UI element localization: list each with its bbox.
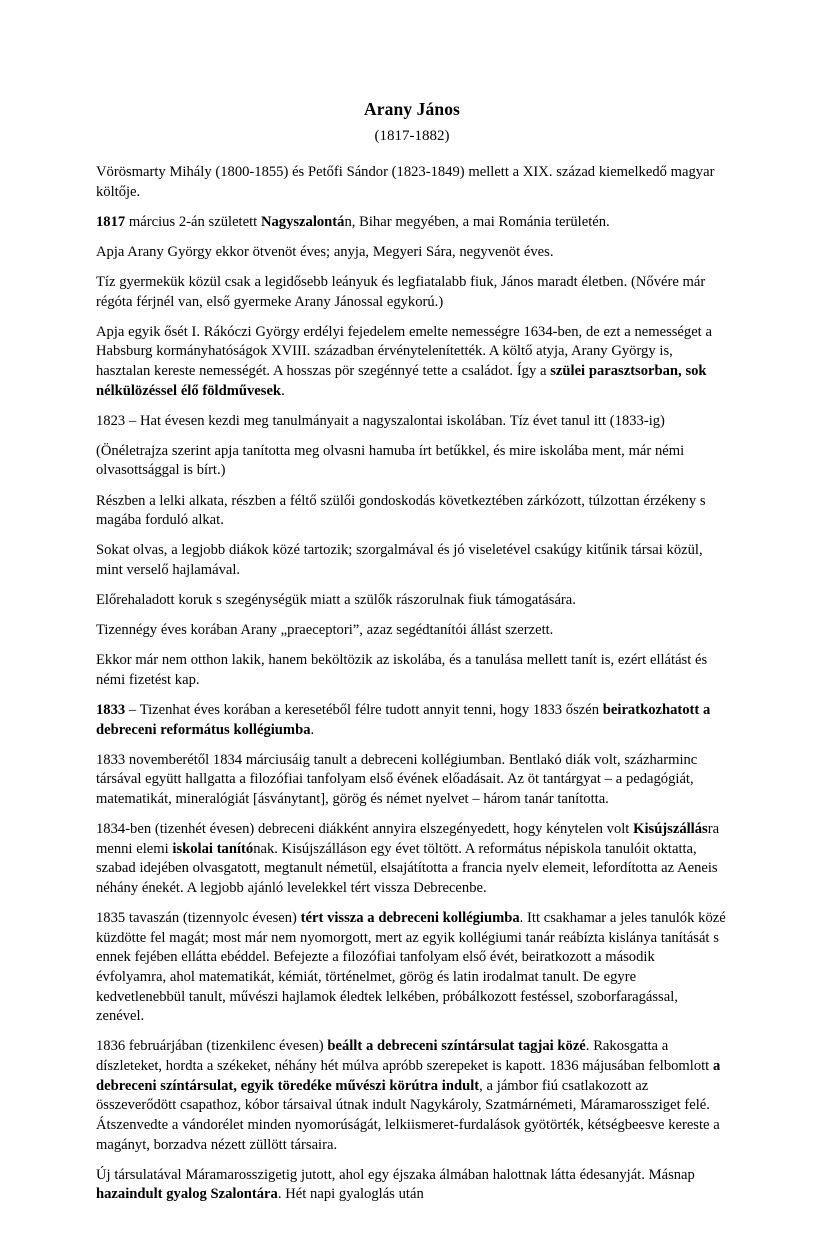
body-text: Sokat olvas, a legjobb diákok közé tartozik; szorgalmával és jó viseletével csakúgy kitűnik társai közül, mint verselő hajlamával.	[96, 542, 703, 578]
body-text: Ekkor már nem otthon lakik, hanem beköltözik az iskolába, és a tanulása mellett tanít is, ezért ellátást és némi fizetést kap.	[96, 652, 708, 688]
paragraph-character	[96, 492, 728, 531]
body-text: Vörösmarty Mihály (1800-1855) és Petőfi Sándor (1823-1849) mellett a XIX. század kiemelkedő magyar költője.	[96, 163, 715, 200]
body-text: , a jámbor fiú csatlakozott az összeverődött csapathoz, kóbor társaival útnak indult Nagykároly, Szatmárnémeti, Máramarossziget felé. Átszenvedte a vándorélet minden nyomorúságát, lelkiismeret-furdalások gyötörték, kétségbeesve kereste a magányt, borzadva nézett züllött társaira.	[96, 1077, 720, 1153]
paragraph-kisujszallas-1834	[96, 820, 728, 899]
paragraph-intro-poet	[96, 163, 728, 202]
body-text: március 2-án született	[125, 213, 261, 230]
paragraph-reading-habits	[96, 541, 728, 580]
body-text: 1833 novemberétől 1834 márciusáig tanult a debreceni kollégiumban. Bentlakó diák volt, százharminc társával együtt hallgatta a filozófiai tanfolyam első évének előadásait. Az öt tantárgyat – a pedagógiát, matematikát, mineralógiát [ásványtant], görög és német nyelvet – három tanár tanította.	[96, 751, 698, 808]
body-text: Tíz gyermekük közül csak a legidősebb leányuk és legfiatalabb fiuk, János maradt életben. (Nővére már régóta férjnél van, első gyermeke Arany Jánossal egykorú.)	[96, 273, 706, 310]
emphasis-text: Kisújszállás	[633, 821, 708, 838]
paragraph-boarding-teaching	[96, 651, 728, 690]
paragraph-praeceptor	[96, 621, 728, 641]
body-text: 1836 februárjában (tizenkilenc évesen)	[96, 1038, 328, 1055]
paragraph-autobiography-reading	[96, 442, 728, 481]
body-text: 1834-ben (tizenhét évesen) debreceni diákként annyira elszegényedett, hogy kénytelen volt	[96, 821, 634, 838]
emphasis-text: hazaindult gyalog Szalontára	[96, 1186, 278, 1203]
emphasis-text: szülei parasztsorban, sok nélkülözéssel élő földművesek	[96, 362, 707, 399]
emphasis-text: 1817	[96, 213, 126, 230]
paragraph-maramarossziget-return	[96, 1166, 728, 1205]
body-text: . Rakosgatta a díszleteket, hordta a székeket, néhány hét múlva apróbb szerepeket is kapott. 1836 májusában felbomlott	[96, 1038, 713, 1075]
page-subtitle-lifespan: (1817-1882)	[374, 128, 450, 145]
body-text: (Önéletrajza szerint apja tanította meg olvasni hamuba írt betűkkel, és mire iskolába ment, már némi olvasottsággal is bírt.)	[96, 442, 685, 479]
emphasis-text: beiratkozhatott a debreceni református kollégiumba	[96, 702, 711, 738]
body-text: – Tizenhat éves korában a keresetéből félre tudott annyit tenni, hogy 1833 őszén	[125, 702, 603, 719]
body-text: nak. Kisújszálláson egy évet töltött. A református népiskola tanulóit oktatta, szabad idejében olvasgatott, megtanult németül, elsajátította a francia nyelv elemeit, lefordította az Aeneis néhány énekét. A legjobb ajánló levelekkel tért vissza Debrecenbe.	[96, 840, 718, 897]
paragraph-siblings	[96, 273, 728, 312]
page-title: Arany János	[364, 99, 460, 119]
paragraph-birth-1817	[96, 213, 728, 233]
paragraph-school-1823	[96, 412, 728, 432]
body-text: 1835 tavaszán (tizennyolc évesen)	[96, 910, 301, 927]
paragraph-parents-age	[96, 243, 728, 263]
body-text: Apja egyik ősét I. Rákóczi György erdélyi fejedelem emelte nemességre 1634-ben, de ezt a nemességet a Habsburg kormányhatóságok XVIII. században érvénytelenítették. A költő atyja, Arany György is, hasztalan kereste nemességét. A hosszas pör szegénnyé tette a családot. Így a	[96, 323, 712, 379]
emphasis-text: beállt a debreceni színtársulat tagjai közé	[327, 1038, 586, 1055]
body-text: .	[310, 721, 315, 738]
emphasis-text: Nagyszalontá	[260, 213, 345, 230]
paragraph-nobility-loss	[96, 323, 728, 402]
emphasis-text: a debreceni színtársulat, egyik töredéke művészi körútra indult	[96, 1058, 721, 1094]
body-text: 1823 – Hat évesen kezdi meg tanulmányait a nagyszalontai iskolában. Tíz évet tanul itt (1833-ig)	[96, 412, 665, 429]
paragraph-parents-support	[96, 591, 728, 611]
body-text: n, Bihar megyében, a mai Románia területén.	[344, 213, 610, 230]
emphasis-text: iskolai tanító	[172, 840, 254, 857]
body-text: . Hét napi gyaloglás után	[277, 1186, 424, 1203]
paragraph-theatre-1836	[96, 1037, 728, 1155]
body-text: Tizennégy éves korában Arany „praeceptori”, azaz segédtanítói állást szerzett.	[96, 622, 554, 639]
emphasis-text: 1833	[96, 702, 126, 719]
body-text: Új társulatával Máramarosszigetig jutott, ahol egy éjszaka álmában halottnak látta édesanyját. Másnap	[96, 1166, 695, 1183]
body-text: Részben a lelki alkata, részben a féltő szülői gondoskodás következtében zárkózott, túlzottan érzékeny s magába forduló alkat.	[96, 492, 706, 529]
emphasis-text: tért vissza a debreceni kollégiumba	[300, 910, 520, 927]
body-text: Apja Arany György ekkor ötvenöt éves; anyja, Megyeri Sára, negyvenöt éves.	[96, 243, 554, 260]
body-text: . Itt csakhamar a jeles tanulók közé küzdötte fel magát; most már nem nyomorgott, mert az egyik kollégiumi tanár reábízta kislánya tanítását s ennek fejében ellátta ebéddel. Befejezte a filozófiai tanfolyam első évét, beiratkozott a második évfolyamra, ahol matematikát, kémiát, történelmet, görög és latin irodalmat tanult. De egyre kedvetlenebbül tanult, művészi hajlamok éledtek lelkében, próbálkozott festéssel, szoborfaragással, zenével.	[96, 910, 726, 1025]
body-text: .	[281, 382, 285, 399]
body-text: Előrehaladott koruk s szegénységük miatt a szülők rászorulnak fiuk támogatására.	[96, 592, 576, 609]
document-body	[96, 163, 728, 1205]
paragraph-debrecen-studies	[96, 751, 728, 810]
paragraph-debrecen-1833	[96, 701, 728, 740]
paragraph-return-1835	[96, 909, 728, 1027]
body-text: ra menni elemi	[96, 821, 720, 857]
